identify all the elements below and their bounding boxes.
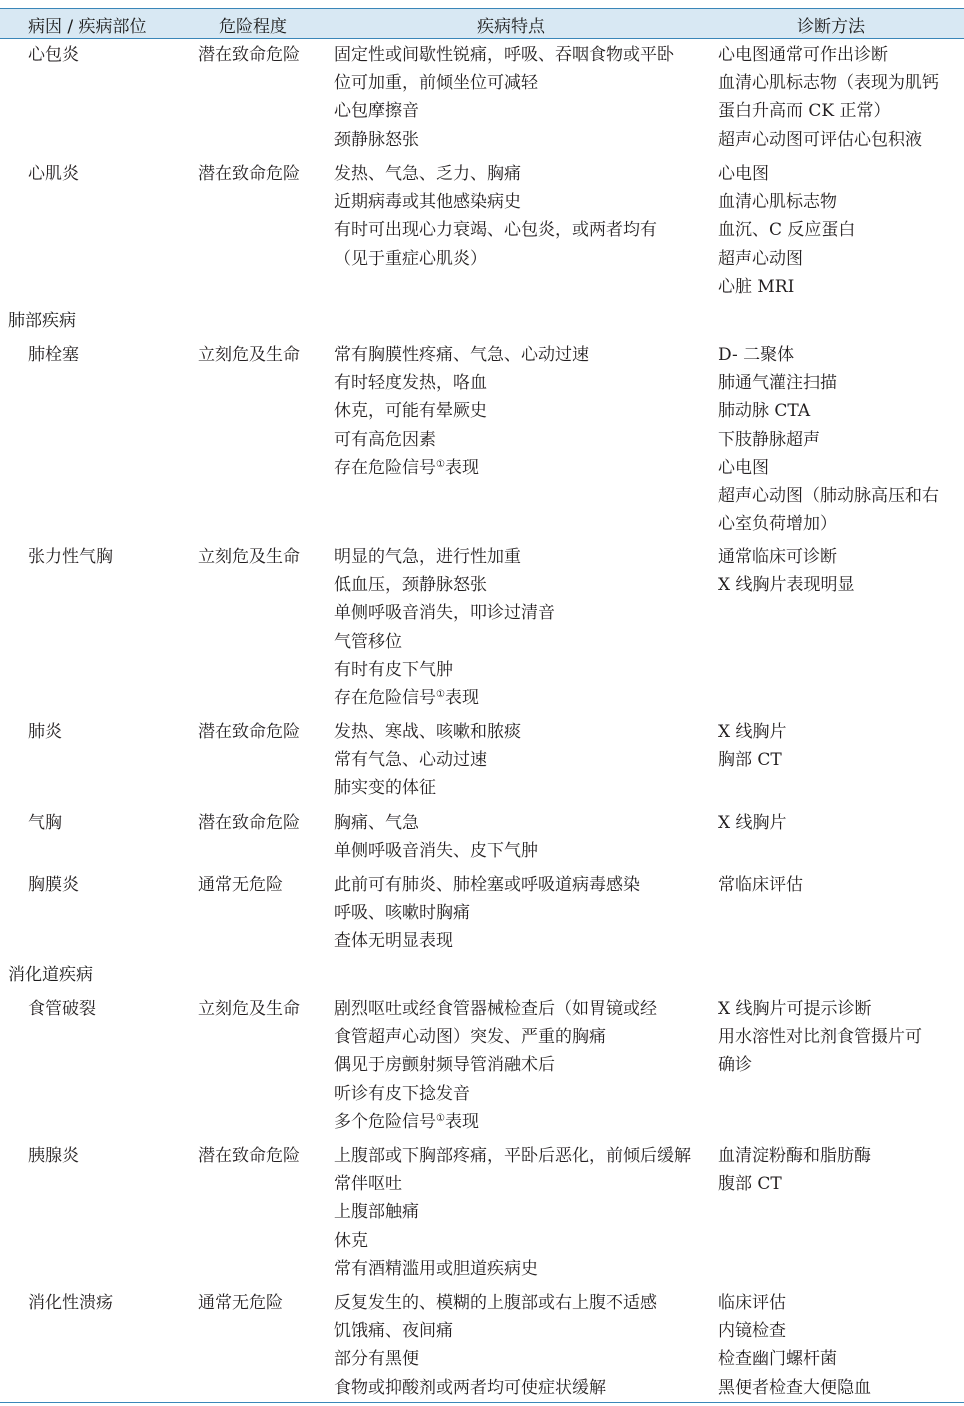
risk-level: 立刻危及生命 bbox=[198, 345, 300, 365]
disease-features-line: 可有高危因素 bbox=[334, 429, 436, 450]
diagnostic-methods-line: 心电图 bbox=[718, 457, 769, 478]
diagnostic-methods-line: 胸部 CT bbox=[718, 750, 782, 771]
diagnostic-methods-line: 肺动脉 CTA bbox=[718, 401, 811, 422]
diagnostic-methods bbox=[718, 1289, 871, 1402]
diagnostic-methods-line: 黑便者检查大便隐血 bbox=[718, 1377, 871, 1398]
disease-features bbox=[334, 1289, 657, 1402]
disease-features bbox=[334, 341, 589, 482]
disease-features-line: 发热、气急、乏力、胸痛 bbox=[334, 164, 521, 184]
disease-name: 肺栓塞 bbox=[28, 345, 79, 365]
risk-level: 立刻危及生命 bbox=[198, 547, 300, 567]
disease-features-line: 发热、寒战、咳嗽和脓痰 bbox=[334, 722, 521, 742]
header-diagnosis: 诊断方法 bbox=[797, 17, 865, 37]
diagnostic-methods-line: 临床评估 bbox=[718, 1293, 786, 1313]
disease-features-line bbox=[334, 454, 589, 482]
disease-features-line: 食管超声心动图）突发、严重的胸痛 bbox=[334, 1027, 606, 1048]
diagnostic-methods-line: 超声心动图可评估心包积液 bbox=[718, 129, 922, 150]
danger-signal-suffix: 表现 bbox=[444, 457, 479, 478]
risk-level: 潜在致命危险 bbox=[198, 1146, 300, 1166]
disease-features-line: 肺实变的体征 bbox=[334, 778, 436, 799]
risk-level: 通常无危险 bbox=[198, 1293, 283, 1313]
disease-features-line: 休克 bbox=[334, 1230, 368, 1251]
diagnostic-methods bbox=[718, 41, 939, 154]
danger-signal-suffix: 表现 bbox=[444, 687, 479, 708]
footnote-marker: ① bbox=[436, 688, 445, 700]
disease-features-line: 饥饿痛、夜间痛 bbox=[334, 1321, 453, 1342]
risk-level: 立刻危及生命 bbox=[198, 999, 300, 1019]
header-cause: 病因 / 疾病部位 bbox=[28, 17, 147, 37]
disease-features-line: 此前可有肺炎、肺栓塞或呼吸道病毒感染 bbox=[334, 875, 640, 895]
disease-features bbox=[334, 871, 640, 956]
disease-features-line: 偶见于房颤射频导管消融术后 bbox=[334, 1055, 555, 1076]
disease-name: 张力性气胸 bbox=[28, 547, 113, 567]
diagnostic-methods-line: 内镜检查 bbox=[718, 1321, 786, 1342]
diagnostic-methods bbox=[718, 160, 855, 301]
danger-signal-text: 存在危险信号 bbox=[334, 687, 436, 708]
disease-features-line: 上腹部或下胸部疼痛，平卧后恶化，前倾后缓解 bbox=[334, 1146, 691, 1166]
disease-features bbox=[334, 543, 555, 712]
danger-signal-text: 存在危险信号 bbox=[334, 457, 436, 478]
disease-features-line: 固定性或间歇性锐痛，呼吸、吞咽食物或平卧 bbox=[334, 45, 674, 65]
disease-name: 胸膜炎 bbox=[28, 875, 79, 895]
diagnostic-methods-line: 用水溶性对比剂食管摄片可 bbox=[718, 1027, 922, 1048]
header-features: 疾病特点 bbox=[477, 17, 545, 37]
diagnostic-methods-line: 检查幽门螺杆菌 bbox=[718, 1349, 837, 1370]
diagnostic-methods-line: 下肢静脉超声 bbox=[718, 429, 820, 450]
diagnostic-methods-line: 常临床评估 bbox=[718, 875, 803, 895]
diagnostic-methods-line: 确诊 bbox=[718, 1055, 752, 1076]
disease-features bbox=[334, 1142, 691, 1283]
footnote-marker: ① bbox=[436, 458, 445, 470]
disease-features bbox=[334, 995, 657, 1136]
disease-features-line: 有时可出现心力衰竭、心包炎，或两者均有 bbox=[334, 220, 657, 241]
diagnostic-methods bbox=[718, 871, 803, 899]
diagnostic-methods-line: 心室负荷增加） bbox=[718, 514, 837, 535]
diagnostic-methods-line: 心电图通常可作出诊断 bbox=[718, 45, 888, 65]
disease-name: 心肌炎 bbox=[28, 164, 79, 184]
disease-features-line: 近期病毒或其他感染病史 bbox=[334, 192, 521, 213]
disease-features bbox=[334, 809, 538, 865]
diagnostic-methods-line: D- 二聚体 bbox=[718, 345, 795, 365]
disease-features-line: （见于重症心肌炎） bbox=[334, 248, 487, 269]
diagnostic-methods-line: 血清淀粉酶和脂肪酶 bbox=[718, 1146, 871, 1166]
disease-features-line: 部分有黑便 bbox=[334, 1349, 419, 1370]
disease-features bbox=[334, 718, 521, 803]
diagnostic-methods bbox=[718, 543, 855, 599]
diagnostic-methods-line: 肺通气灌注扫描 bbox=[718, 373, 837, 394]
section-digestive: 消化道疾病 bbox=[8, 965, 93, 985]
disease-features bbox=[334, 41, 674, 154]
disease-name: 心包炎 bbox=[28, 45, 79, 65]
disease-features-line: 听诊有皮下捻发音 bbox=[334, 1083, 470, 1104]
disease-features-line: 常伴呕吐 bbox=[334, 1174, 402, 1195]
disease-name: 胰腺炎 bbox=[28, 1146, 79, 1166]
risk-level: 通常无危险 bbox=[198, 875, 283, 895]
disease-features-line: 胸痛、气急 bbox=[334, 813, 419, 833]
diagnostic-methods-line: 通常临床可诊断 bbox=[718, 547, 837, 567]
risk-level: 潜在致命危险 bbox=[198, 722, 300, 742]
disease-features-line: 休克，可能有晕厥史 bbox=[334, 401, 487, 422]
diagnostic-methods-line: 腹部 CT bbox=[718, 1174, 782, 1195]
disease-features-line: 呼吸、咳嗽时胸痛 bbox=[334, 903, 470, 924]
disease-features-line: 常有胸膜性疼痛、气急、心动过速 bbox=[334, 345, 589, 365]
disease-features-line bbox=[334, 684, 555, 712]
disease-name: 食管破裂 bbox=[28, 999, 96, 1019]
diagnostic-methods-line: 心电图 bbox=[718, 164, 769, 184]
disease-features-line: 常有气急、心动过速 bbox=[334, 750, 487, 771]
disease-features-line: 低血压，颈静脉怒张 bbox=[334, 575, 487, 596]
disease-features-line: 位可加重，前倾坐位可减轻 bbox=[334, 73, 538, 94]
diagnostic-methods-line: 超声心动图 bbox=[718, 248, 803, 269]
diagnostic-methods-line: X 线胸片表现明显 bbox=[718, 575, 855, 596]
disease-name: 消化性溃疡 bbox=[28, 1293, 113, 1313]
diagnostic-methods bbox=[718, 809, 787, 837]
disease-features-line: 明显的气急，进行性加重 bbox=[334, 547, 521, 567]
section-lung: 肺部疾病 bbox=[8, 311, 76, 331]
diagnostic-methods-line: X 线胸片可提示诊断 bbox=[718, 999, 872, 1019]
diagnostic-methods-line: 蛋白升高而 CK 正常） bbox=[718, 101, 891, 122]
disease-features-line: 有时有皮下气肿 bbox=[334, 659, 453, 680]
bottom-rule bbox=[0, 1402, 964, 1403]
diagnostic-methods-line: 超声心动图（肺动脉高压和右 bbox=[718, 485, 939, 506]
header-risk: 危险程度 bbox=[219, 17, 287, 37]
diagnostic-methods-line: 血清心肌标志物（表现为肌钙 bbox=[718, 73, 939, 94]
disease-features bbox=[334, 160, 657, 273]
disease-features-line: 食物或抑酸剂或两者均可使症状缓解 bbox=[334, 1377, 606, 1398]
disease-features-line: 上腹部触痛 bbox=[334, 1202, 419, 1223]
disease-features-line: 气管移位 bbox=[334, 631, 402, 652]
danger-signal-suffix: 表现 bbox=[444, 1111, 479, 1132]
risk-level: 潜在致命危险 bbox=[198, 45, 300, 65]
table-header bbox=[0, 9, 964, 39]
disease-features-line: 单侧呼吸音消失、皮下气肿 bbox=[334, 841, 538, 862]
risk-level: 潜在致命危险 bbox=[198, 813, 300, 833]
disease-features-line: 颈静脉怒张 bbox=[334, 129, 419, 150]
disease-features-line: 有时轻度发热，咯血 bbox=[334, 373, 487, 394]
disease-features-line: 单侧呼吸音消失，叩诊过清音 bbox=[334, 603, 555, 624]
diagnostic-methods-line: 心脏 MRI bbox=[718, 276, 795, 297]
danger-signal-text: 多个危险信号 bbox=[334, 1111, 436, 1132]
diagnostic-methods bbox=[718, 341, 939, 538]
diagnostic-methods-line: X 线胸片 bbox=[718, 813, 787, 833]
disease-features-line: 常有酒精滥用或胆道疾病史 bbox=[334, 1258, 538, 1279]
diagnostic-methods-line: X 线胸片 bbox=[718, 722, 787, 742]
diagnostic-methods-line: 血清心肌标志物 bbox=[718, 192, 837, 213]
diagnostic-methods bbox=[718, 1142, 871, 1198]
disease-features-line bbox=[334, 1108, 657, 1136]
disease-name: 肺炎 bbox=[28, 722, 62, 742]
risk-level: 潜在致命危险 bbox=[198, 164, 300, 184]
diagnostic-methods bbox=[718, 718, 787, 774]
footnote-marker: ① bbox=[436, 1112, 445, 1124]
disease-features-line: 反复发生的、模糊的上腹部或右上腹不适感 bbox=[334, 1293, 657, 1313]
disease-features-line: 查体无明显表现 bbox=[334, 931, 453, 952]
disease-features-line: 心包摩擦音 bbox=[334, 101, 419, 122]
disease-features-line: 剧烈呕吐或经食管器械检查后（如胃镜或经 bbox=[334, 999, 657, 1019]
disease-name: 气胸 bbox=[28, 813, 62, 833]
diagnostic-methods-line: 血沉、C 反应蛋白 bbox=[718, 220, 856, 241]
diagnostic-methods bbox=[718, 995, 922, 1080]
